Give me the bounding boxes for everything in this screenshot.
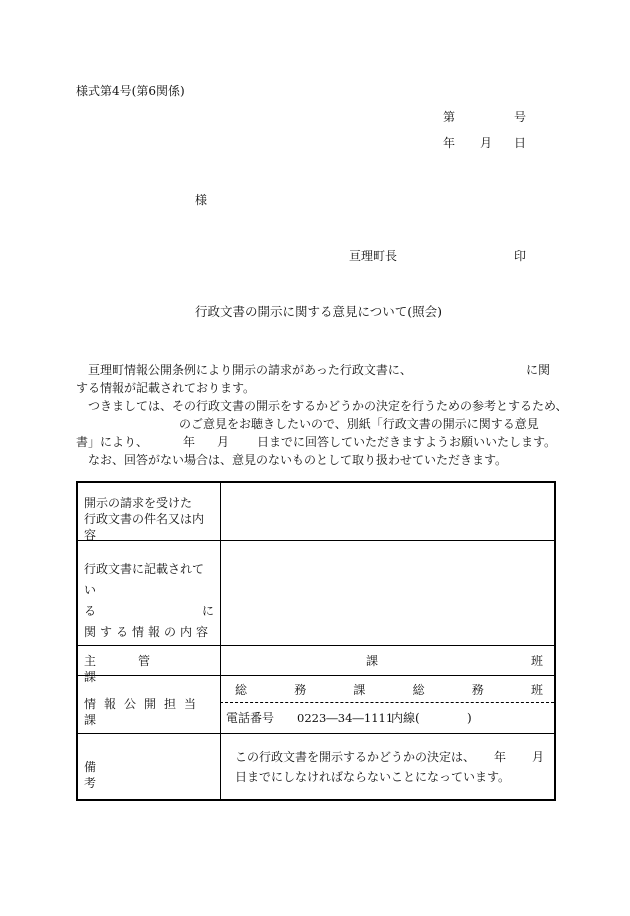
body-p2-month: 月 <box>217 435 230 449</box>
seal-mark: 印 <box>514 249 527 263</box>
date-year: 年 <box>443 136 456 150</box>
row3-ka: 課 <box>366 654 379 668</box>
doc-number-dai: 第 <box>443 110 456 124</box>
document-title: 行政文書の開示に関する意見について(照会) <box>195 304 443 319</box>
date-day: 日 <box>514 136 527 150</box>
body-p2-line2: のご意見をお聴きしたいので、別紙「行政文書の開示に関する意見 <box>179 417 539 431</box>
sender-title: 亘理町長 <box>349 249 398 263</box>
row4-dept-line: 総 務 課 総 務 班 <box>235 683 543 697</box>
table-divider-vertical <box>220 483 221 799</box>
row3-han: 班 <box>531 654 544 668</box>
row4-phone-label: 電話番号 <box>226 711 275 725</box>
body-p2-line1: つきましては、その行政文書の開示をするかどうかの決定を行うための参考とするため、 <box>88 399 568 413</box>
row2-label-line2: る に <box>84 604 214 618</box>
row3-label: 主管課 <box>84 654 193 684</box>
doc-number-go: 号 <box>514 110 527 124</box>
addressee-suffix: 様 <box>195 193 208 207</box>
row2-label-line3: 関する情報の内容 <box>84 625 213 639</box>
body-text <box>76 361 568 469</box>
body-p1-line1-end: に関 <box>526 363 551 377</box>
table-row-border <box>78 645 554 646</box>
row2-label <box>84 559 214 643</box>
table-dashed-divider <box>220 702 554 703</box>
row1-label <box>84 495 214 543</box>
row4-extension: 内線( <box>391 711 420 725</box>
body-p2-line3: 書」により、 <box>76 435 149 449</box>
row5-label: 備考 <box>84 760 204 790</box>
body-p2-line3-end: 日までに回答していただきますようお願いいたします。 <box>257 435 557 449</box>
row4-phone-number: 0223―34―1111 <box>297 711 394 725</box>
row4-extension-close: ) <box>467 711 472 725</box>
body-p1-line1: 亘理町情報公開条例により開示の請求があった行政文書に、 <box>88 363 412 377</box>
table-row-border <box>78 733 554 734</box>
date-month: 月 <box>480 136 493 150</box>
info-table <box>76 481 556 801</box>
row5-note-line1: この行政文書を開示するかどうかの決定は、 年 月 <box>235 750 545 764</box>
form-number: 様式第4号(第6関係) <box>76 84 185 98</box>
row4-label: 情報公開担当課 <box>84 697 205 727</box>
row1-label-line2: 行政文書の件名又は内容 <box>84 512 205 542</box>
row2-label-line1: 行政文書に記載されてい <box>84 562 205 597</box>
row5-note-line2: 日までにしなければならないことになっています。 <box>235 770 511 784</box>
body-p3: なお、回答がない場合は、意見のないものとして取り扱わせていただきます。 <box>88 453 508 467</box>
row1-label-line1: 開示の請求を受けた <box>84 496 193 510</box>
body-p1-line2: する情報が記載されております。 <box>76 381 256 395</box>
body-p2-year: 年 <box>183 435 196 449</box>
